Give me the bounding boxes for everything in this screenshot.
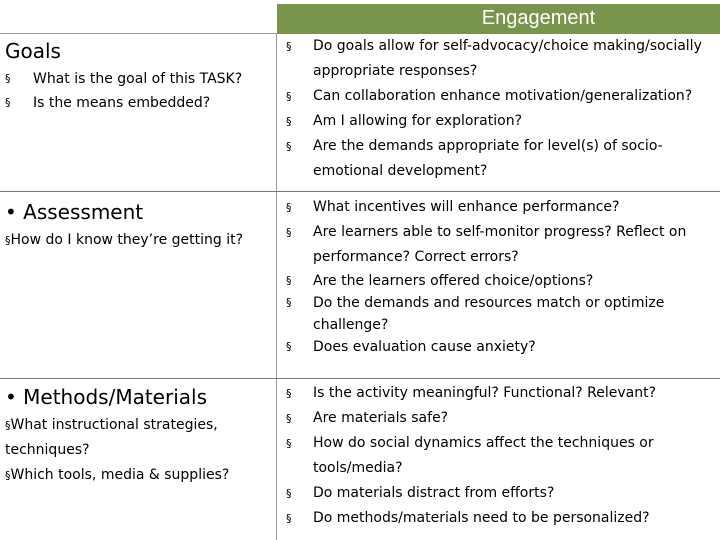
methods-materials-cell — [5, 385, 273, 488]
bullet-icon: § — [286, 387, 292, 400]
list-item — [286, 134, 716, 184]
bullet-icon: § — [286, 340, 292, 353]
bullet-icon: § — [286, 226, 292, 239]
engagement-question: Are learners able to self-monitor progress? Reflect on performance? Correct errors? — [313, 224, 687, 265]
list-item — [5, 91, 273, 115]
methods-materials-heading: • Methods/Materials — [5, 385, 207, 409]
methods-engagement-list — [286, 381, 716, 531]
goals-heading: Goals — [5, 39, 61, 63]
assessment-heading: • Assessment — [5, 200, 144, 224]
bullet-icon: § — [5, 419, 11, 432]
engagement-question: Are the learners offered choice/options? — [313, 273, 594, 289]
engagement-question: Does evaluation cause anxiety? — [313, 339, 536, 355]
bullet-icon: § — [286, 274, 292, 287]
engagement-question: Do methods/materials need to be personalized? — [313, 510, 650, 526]
list-item — [5, 67, 273, 91]
engagement-question: Is the activity meaningful? Functional? Relevant? — [313, 385, 657, 401]
bullet-icon: § — [5, 96, 11, 109]
assessment-engagement-cell — [286, 195, 716, 358]
column-divider — [276, 33, 277, 540]
list-item — [286, 381, 716, 406]
header-title: Engagement — [481, 7, 596, 29]
left-top-rule — [0, 33, 277, 34]
bullet-icon: § — [286, 437, 292, 450]
list-item — [286, 292, 716, 336]
methods-question: §What instructional strategies, techniques? — [5, 417, 218, 458]
bullet-icon: § — [286, 90, 292, 103]
engagement-question: Do goals allow for self-advocacy/choice making/socially appropriate responses? — [313, 38, 702, 79]
list-item — [286, 34, 716, 84]
engagement-question: Can collaboration enhance motivation/generalization? — [313, 88, 693, 104]
bullet-icon: § — [5, 72, 11, 85]
engagement-question: Are materials safe? — [313, 410, 449, 426]
bullet-icon: § — [286, 40, 292, 53]
list-item — [286, 506, 716, 531]
bullet-icon: § — [286, 296, 292, 309]
goals-question-list — [5, 67, 273, 115]
list-item — [286, 220, 716, 270]
bullet-icon: § — [286, 140, 292, 153]
bullet-icon: § — [286, 487, 292, 500]
goals-engagement-list — [286, 34, 716, 184]
goals-question: What is the goal of this TASK? — [33, 71, 243, 87]
list-item — [286, 431, 716, 481]
row-divider — [0, 378, 720, 379]
list-item — [286, 481, 716, 506]
list-item — [286, 270, 716, 292]
engagement-question: Do the demands and resources match or optimize challenge? — [313, 295, 665, 333]
list-item — [286, 84, 716, 109]
goals-question: Is the means embedded? — [33, 95, 211, 111]
list-item — [286, 109, 716, 134]
assessment-cell — [5, 200, 273, 253]
engagement-question: Am I allowing for exploration? — [313, 113, 522, 129]
bullet-icon: § — [286, 412, 292, 425]
engagement-question: Do materials distract from efforts? — [313, 485, 555, 501]
engagement-question: Are the demands appropriate for level(s) of socio-emotional development? — [313, 138, 663, 179]
assessment-question: §How do I know they’re getting it? — [5, 232, 244, 248]
header-band — [277, 4, 720, 34]
bullet-icon: § — [5, 234, 11, 247]
goals-cell — [5, 39, 273, 115]
list-item — [286, 336, 716, 358]
methods-question: §Which tools, media & supplies? — [5, 467, 230, 483]
bullet-icon: § — [5, 469, 11, 482]
engagement-question: What incentives will enhance performance? — [313, 199, 620, 215]
goals-engagement-cell — [286, 34, 716, 184]
list-item — [286, 406, 716, 431]
bullet-icon: § — [286, 201, 292, 214]
engagement-question: How do social dynamics affect the techniques or tools/media? — [313, 435, 654, 476]
methods-engagement-cell — [286, 381, 716, 531]
bullet-icon: § — [286, 115, 292, 128]
assessment-engagement-list — [286, 195, 716, 358]
row-divider — [0, 191, 720, 192]
bullet-icon: § — [286, 512, 292, 525]
list-item — [286, 195, 716, 220]
